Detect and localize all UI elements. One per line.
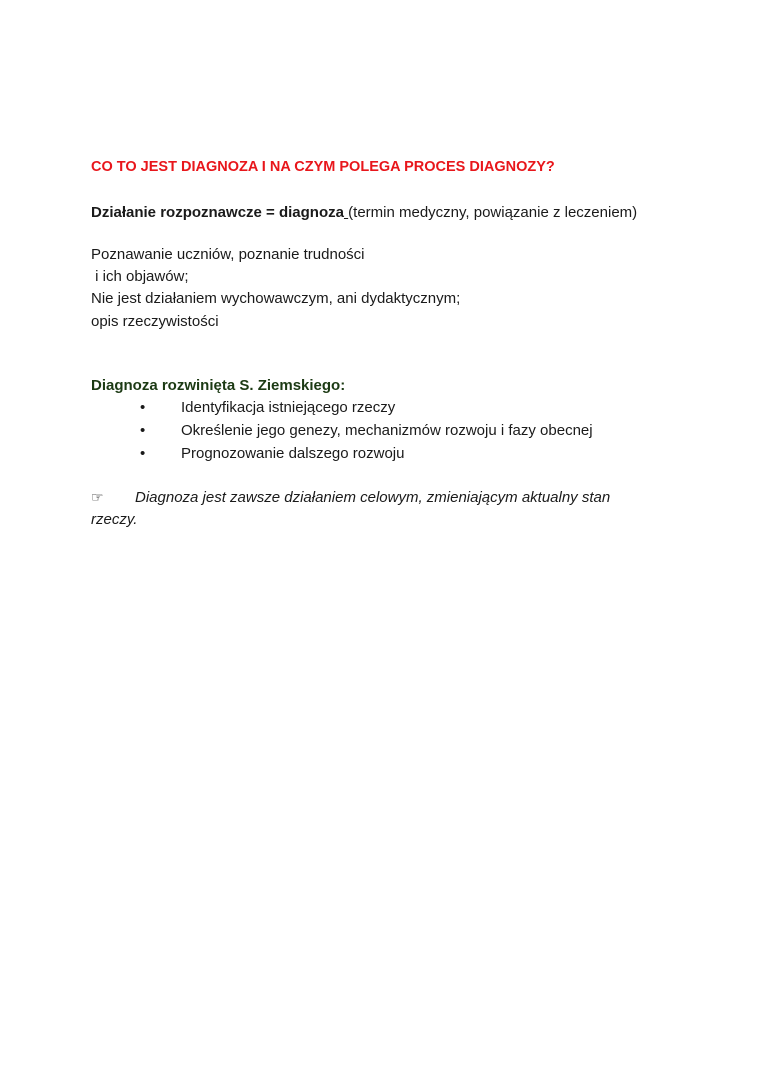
paragraph-line-2: i ich objawów;: [91, 268, 189, 285]
definition-term: Działanie rozpoznawcze = diagnoza: [91, 204, 344, 221]
note-line-1: [91, 487, 610, 508]
bullet-icon: •: [140, 399, 146, 416]
definition-explanation: (termin medyczny, powiązanie z leczeniem): [348, 204, 638, 221]
document-title: CO TO JEST DIAGNOZA I NA CZYM POLEGA PROCES DIAGNOZY?: [91, 159, 555, 175]
section-heading: Diagnoza rozwinięta S. Ziemskiego:: [91, 377, 346, 394]
list-item-text: Prognozowanie dalszego rozwoju: [181, 445, 405, 462]
pointing-hand-icon: ☞: [91, 489, 104, 505]
bullet-icon: •: [140, 422, 146, 439]
definition-line: [91, 203, 637, 223]
list-item-text: Określenie jego genezy, mechanizmów rozwoju i fazy obecnej: [181, 422, 593, 439]
list-item-text: Identyfikacja istniejącego rzeczy: [181, 399, 396, 416]
paragraph-line-1: Poznawanie uczniów, poznanie trudności: [91, 246, 365, 263]
note-line-2: rzeczy.: [91, 511, 138, 528]
bullet-icon: •: [140, 445, 146, 462]
note-text: Diagnoza jest zawsze działaniem celowym, zmieniającym aktualny stan: [135, 489, 611, 506]
paragraph-line-3: Nie jest działaniem wychowawczym, ani dydaktycznym;: [91, 290, 461, 307]
paragraph-line-4: opis rzeczywistości: [91, 313, 219, 330]
